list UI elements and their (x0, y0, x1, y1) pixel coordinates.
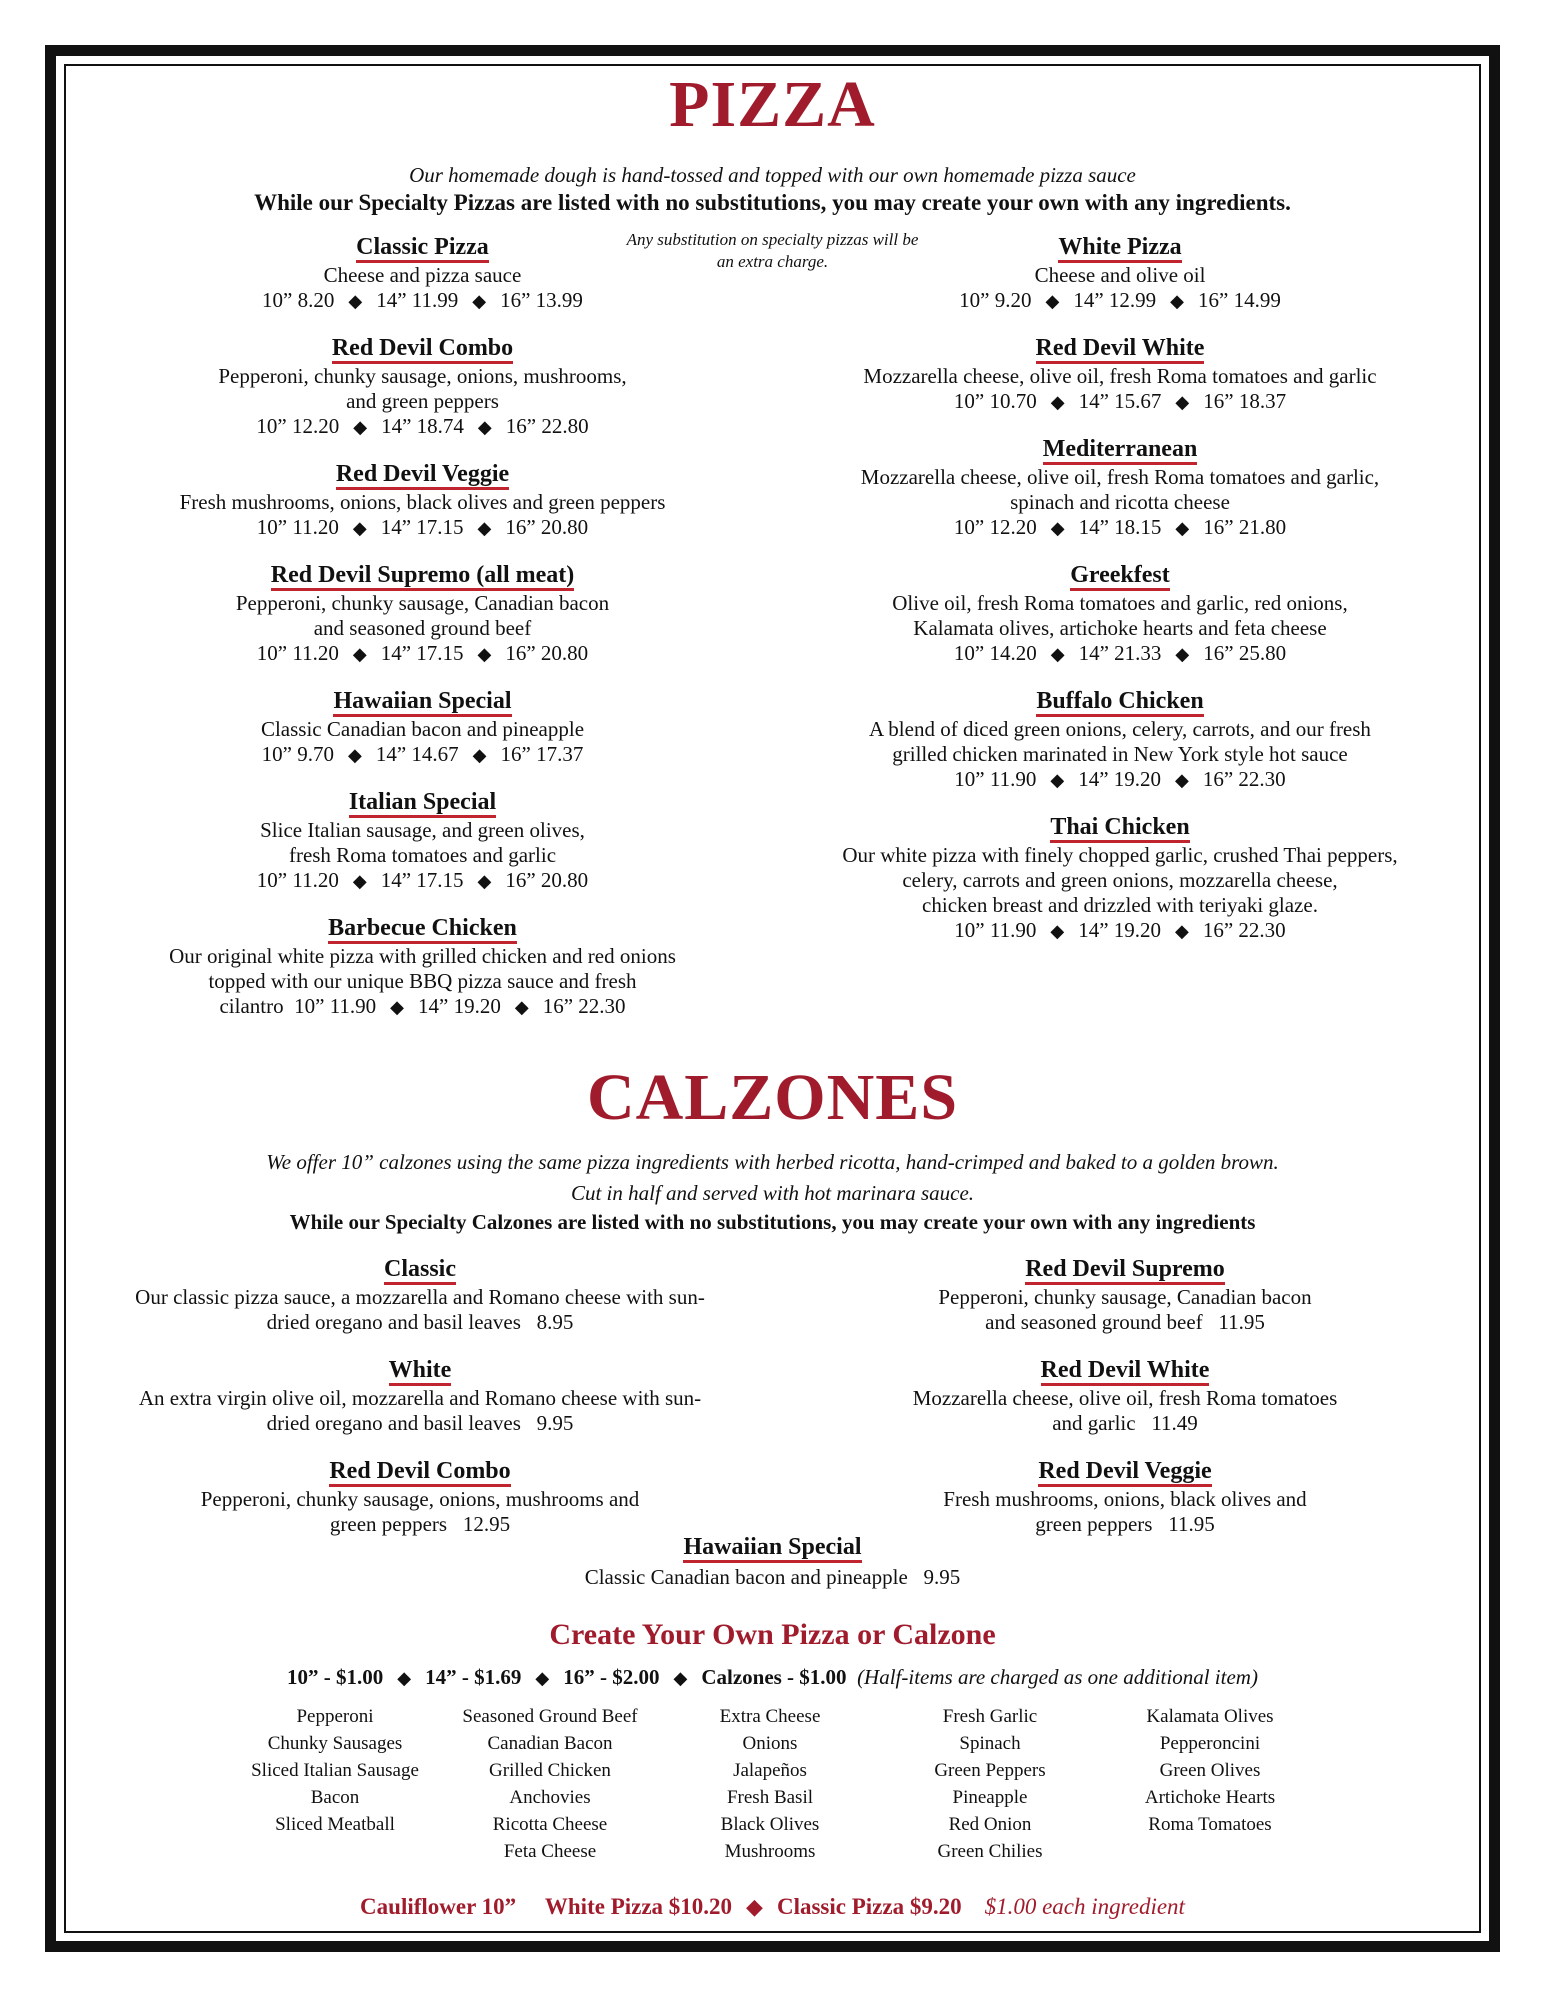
calzone-desc-text: Pepperoni, chunky sausage, Canadian bacon (938, 1285, 1312, 1309)
diamond-icon: ◆ (1050, 518, 1065, 538)
pizza-desc-line: topped with our unique BBQ pizza sauce and fresh (208, 969, 637, 993)
ingredient-item: Fresh Garlic (942, 1706, 1038, 1727)
ingredient-item: Mushrooms (724, 1841, 816, 1862)
pizza-item-name: Buffalo Chicken (1036, 689, 1203, 717)
pizza-item (775, 437, 1465, 541)
pizza-desc-line: celery, carrots and green onions, mozzarella cheese, (902, 868, 1338, 892)
calzones-title: CALZONES (586, 1061, 959, 1134)
size-price: 16” 22.30 (1202, 918, 1286, 942)
calzone-desc-line (75, 1487, 765, 1512)
ingredient-item: Fresh Basil (726, 1787, 814, 1808)
pizza-item-name: Red Devil Veggie (336, 462, 509, 490)
calzone-item-desc (790, 1285, 1460, 1335)
ingredient-item: Extra Cheese (719, 1706, 821, 1727)
size-price: 16” 14.99 (1198, 288, 1281, 312)
ingredient-column (885, 1703, 1095, 1865)
diamond-icon: ◆ (472, 745, 487, 765)
ingredient-column (445, 1703, 655, 1865)
pizza-item-desc (775, 591, 1465, 641)
ingredient-item: Anchovies (509, 1787, 591, 1808)
calzone-desc-line (790, 1285, 1460, 1310)
pizza-item-name: Barbecue Chicken (328, 916, 517, 944)
calzones-intro-italic-1: We offer 10” calzones using the same pizza ingredients with herbed ricotta, hand-crimped and baked to a golden brown. (266, 1150, 1279, 1174)
calzone-price: 11.49 (1151, 1411, 1198, 1435)
calzone-desc-line (75, 1411, 765, 1436)
size-price: 10” 11.20 (256, 868, 339, 892)
cauliflower-classic-price: Classic Pizza $9.20 (776, 1894, 962, 1919)
size-price: 10” 14.20 (953, 641, 1037, 665)
pizza-size-prices (95, 515, 750, 541)
size-price: 14” 19.20 (1078, 918, 1162, 942)
calzone-item (790, 1358, 1460, 1436)
size-price: 10” 11.90 (954, 918, 1037, 942)
ingredient-item: Sliced Meatball (275, 1814, 395, 1835)
pizza-size-prices (775, 515, 1465, 541)
size-price: 10” 8.20 (262, 288, 335, 312)
size-price: 10” 12.20 (953, 515, 1037, 539)
size-price: 14” 19.20 (418, 994, 501, 1018)
calzone-item-name: Classic (384, 1257, 456, 1285)
cauliflower-footer (0, 1893, 1545, 1921)
calzones-section-title (0, 1061, 1545, 1134)
pizza-item (775, 815, 1465, 944)
size-price: 16” 25.80 (1203, 641, 1287, 665)
pizza-size-prices (95, 994, 750, 1020)
pizza-desc-line: Olive oil, fresh Roma tomatoes and garlic, red onions, (892, 591, 1348, 615)
cyo-price-14: 14” - $1.69 (425, 1665, 522, 1689)
pizza-title: PIZZA (669, 68, 876, 141)
ingredient-column (1105, 1703, 1315, 1838)
calzone-desc-text: green peppers (329, 1512, 448, 1536)
pizza-item-desc (775, 465, 1465, 515)
pizza-item-name: Red Devil White (1036, 336, 1205, 364)
size-price: 16” 17.37 (500, 742, 584, 766)
pizza-size-prices (95, 742, 750, 768)
pizza-item-desc (95, 717, 750, 742)
ingredient-item: Pepperoni (296, 1706, 374, 1727)
pizza-desc-line: fresh Roma tomatoes and garlic (288, 843, 557, 867)
calzones-intro-italic-2: Cut in half and served with hot marinara sauce. (570, 1181, 975, 1205)
pizza-size-prices (775, 389, 1465, 415)
size-price: 16” 20.80 (505, 641, 589, 665)
pizza-desc-line: and seasoned ground beef (313, 616, 532, 640)
substitution-note-line: Any substitution on specialty pizzas will be (626, 230, 919, 249)
pizza-desc-line: Our original white pizza with grilled chicken and red onions (169, 944, 676, 968)
pizza-desc-line: Our white pizza with finely chopped garlic, crushed Thai peppers, (842, 843, 1398, 867)
calzone-desc-line (790, 1487, 1460, 1512)
calzone-item-desc (790, 1487, 1460, 1537)
pizza-item-name: Red Devil Combo (332, 336, 513, 364)
pizza-item-desc (775, 843, 1465, 918)
calzone-price: 8.95 (536, 1310, 574, 1334)
pizza-item-name: Mediterranean (1043, 437, 1198, 465)
ingredient-item: Green Chilies (937, 1841, 1043, 1862)
ingredient-item: Spinach (959, 1733, 1021, 1754)
diamond-icon: ◆ (348, 291, 363, 311)
pizza-item-desc (95, 818, 750, 868)
diamond-icon: ◆ (514, 997, 529, 1017)
size-price: 10” 11.90 (294, 994, 377, 1018)
size-price: 14” 11.99 (376, 288, 459, 312)
size-price: 16” 22.80 (505, 414, 589, 438)
diamond-icon: ◆ (353, 417, 368, 437)
pizza-item-name: Classic Pizza (356, 235, 489, 263)
calzone-item (75, 1358, 765, 1436)
size-price: 14” 15.67 (1078, 389, 1162, 413)
pizza-item (95, 563, 750, 667)
diamond-icon: ◆ (1050, 644, 1065, 664)
ingredient-item: Roma Tomatoes (1148, 1814, 1272, 1835)
pizza-item (775, 689, 1465, 793)
pizza-item (95, 790, 750, 894)
substitution-note-line: an extra charge. (716, 252, 829, 271)
calzone-price: 11.95 (1168, 1512, 1215, 1536)
size-price: 14” 17.15 (380, 641, 464, 665)
pizza-desc-line: A blend of diced green onions, celery, carrots, and our fresh (869, 717, 1371, 741)
size-price: 16” 13.99 (500, 288, 583, 312)
pizza-item-desc (95, 490, 750, 515)
pizza-desc-line: chicken breast and drizzled with teriyaki glaze. (922, 893, 1318, 917)
calzone-desc-text: dried oregano and basil leaves (266, 1310, 521, 1334)
calzone-item-name: Red Devil Combo (329, 1459, 510, 1487)
create-your-own-title: Create Your Own Pizza or Calzone (549, 1618, 996, 1651)
calzone-item-desc (75, 1285, 765, 1335)
ingredient-item: Ricotta Cheese (492, 1814, 608, 1835)
cyo-price-10: 10” - $1.00 (287, 1665, 384, 1689)
calzone-item-hawaiian (430, 1535, 1115, 1590)
size-price: 14” 17.15 (380, 868, 464, 892)
ingredient-column (230, 1703, 440, 1838)
calzone-price: 9.95 (923, 1565, 961, 1589)
size-price: 14” 14.67 (375, 742, 459, 766)
diamond-icon: ◆ (1175, 644, 1190, 664)
diamond-icon: ◆ (397, 1668, 412, 1688)
pizza-size-prices (775, 767, 1465, 793)
pizza-item (775, 563, 1465, 667)
pizza-item (95, 689, 750, 768)
calzone-desc-text: Pepperoni, chunky sausage, onions, mushrooms and (200, 1487, 640, 1511)
diamond-icon: ◆ (1050, 392, 1065, 412)
pizza-desc-line: Mozzarella cheese, olive oil, fresh Roma tomatoes and garlic (863, 364, 1377, 388)
ingredient-item: Green Peppers (934, 1760, 1046, 1781)
ingredient-item: Chunky Sausages (267, 1733, 403, 1754)
pizza-desc-line: Cheese and pizza sauce (323, 263, 522, 287)
calzone-desc-text: and seasoned ground beef (985, 1310, 1203, 1334)
calzone-desc-text: Our classic pizza sauce, a mozzarella and Romano cheese with sun- (135, 1285, 705, 1309)
pizza-section-title (0, 68, 1545, 141)
ingredient-item: Canadian Bacon (487, 1733, 613, 1754)
pizza-item-name: Thai Chicken (1050, 815, 1189, 843)
size-price: 16” 18.37 (1203, 389, 1287, 413)
size-price: 16” 20.80 (505, 868, 589, 892)
pizza-desc-line: Cheese and olive oil (1034, 263, 1206, 287)
size-price: 14” 18.15 (1078, 515, 1162, 539)
diamond-icon: ◆ (1050, 921, 1065, 941)
pizza-desc-line: grilled chicken marinated in New York style hot sauce (892, 742, 1348, 766)
calzone-desc-text: and garlic (1052, 1411, 1136, 1435)
calzone-desc-line (790, 1411, 1460, 1436)
size-price: 10” 9.20 (959, 288, 1032, 312)
calzone-item (790, 1257, 1460, 1335)
calzone-desc-line (790, 1386, 1460, 1411)
size-price: 10” 11.20 (256, 641, 339, 665)
diamond-icon: ◆ (472, 291, 487, 311)
ingredient-item: Red Onion (948, 1814, 1032, 1835)
size-price: 14” 17.15 (380, 515, 464, 539)
pizza-desc-line: Mozzarella cheese, olive oil, fresh Roma tomatoes and garlic, (860, 465, 1380, 489)
pizza-desc-line: Pepperoni, chunky sausage, onions, mushrooms, (218, 364, 627, 388)
pizza-size-prices (95, 414, 750, 440)
pizza-size-prices (95, 641, 750, 667)
diamond-icon: ◆ (352, 871, 367, 891)
size-price: 16” 22.30 (542, 994, 626, 1018)
calzone-item-desc (75, 1487, 765, 1537)
calzone-price: 9.95 (536, 1411, 574, 1435)
diamond-icon: ◆ (673, 1668, 688, 1688)
calzone-desc-text: An extra virgin olive oil, mozzarella and Romano cheese with sun- (138, 1386, 702, 1410)
calzone-price: 11.95 (1218, 1310, 1265, 1334)
size-price: 14” 18.74 (381, 414, 464, 438)
calzone-desc-text: Mozzarella cheese, olive oil, fresh Roma tomatoes (912, 1386, 1338, 1410)
calzone-item-name: Red Devil Veggie (1038, 1459, 1211, 1487)
ingredient-column (665, 1703, 875, 1865)
calzone-item-desc (75, 1386, 765, 1436)
calzone-item-name: Hawaiian Special (683, 1535, 861, 1563)
calzone-desc-text: Classic Canadian bacon and pineapple (584, 1565, 908, 1589)
size-price: 10” 12.20 (256, 414, 340, 438)
size-price: 16” 22.30 (1202, 767, 1286, 791)
ingredient-item: Kalamata Olives (1146, 1706, 1274, 1727)
calzone-desc-line (790, 1512, 1460, 1537)
size-price: 10” 11.90 (954, 767, 1037, 791)
pizza-item (95, 235, 750, 314)
cauliflower-label: Cauliflower 10” (360, 1894, 517, 1919)
pizza-size-prices (775, 918, 1465, 944)
size-price: 14” 21.33 (1078, 641, 1162, 665)
ingredient-item: Pepperoncini (1159, 1733, 1261, 1754)
pizza-item (95, 336, 750, 440)
cyo-price-calzones: Calzones - $1.00 (701, 1665, 847, 1689)
pizza-item (775, 235, 1465, 314)
create-your-own-prices (0, 1664, 1545, 1691)
size-price: 10” 9.70 (261, 742, 334, 766)
pizza-intro-italic: Our homemade dough is hand-tossed and topped with our own homemade pizza sauce (409, 163, 1136, 187)
pizza-item (95, 462, 750, 541)
size-price: 16” 21.80 (1203, 515, 1287, 539)
diamond-icon: ◆ (477, 644, 492, 664)
ingredient-item: Bacon (310, 1787, 360, 1808)
ingredient-item: Pineapple (952, 1787, 1028, 1808)
ingredient-item: Artichoke Hearts (1144, 1787, 1276, 1808)
calzone-desc-line (75, 1310, 765, 1335)
calzone-price: 12.95 (462, 1512, 511, 1536)
diamond-icon: ◆ (1050, 770, 1065, 790)
pizza-desc-line: spinach and ricotta cheese (1010, 490, 1230, 514)
diamond-icon: ◆ (746, 1894, 763, 1919)
ingredient-item: Jalapeños (733, 1760, 807, 1781)
size-price: 16” 20.80 (505, 515, 589, 539)
pizza-desc-line: Kalamata olives, artichoke hearts and feta cheese (913, 616, 1327, 640)
diamond-icon: ◆ (347, 745, 362, 765)
cyo-half-items-note: (Half-items are charged as one additional item) (857, 1665, 1258, 1689)
ingredient-item: Seasoned Ground Beef (462, 1706, 638, 1727)
pizza-item-desc (95, 364, 750, 414)
calzone-desc-line (75, 1512, 765, 1537)
pizza-size-prices (775, 288, 1465, 314)
pizza-desc-line: Slice Italian sausage, and green olives, (260, 818, 585, 842)
ingredient-item: Onions (742, 1733, 798, 1754)
calzone-desc-text: dried oregano and basil leaves (266, 1411, 521, 1435)
diamond-icon: ◆ (1175, 921, 1189, 941)
calzone-desc-text: green peppers (1035, 1512, 1153, 1536)
ingredient-item: Sliced Italian Sausage (251, 1760, 419, 1781)
pizza-size-prices (775, 641, 1465, 667)
calzone-item-name: Red Devil White (1041, 1358, 1210, 1386)
pizza-item-desc (775, 717, 1465, 767)
pizza-item (775, 336, 1465, 415)
cauliflower-each-ingredient: $1.00 each ingredient (984, 1894, 1185, 1919)
pizza-item-desc (95, 944, 750, 994)
diamond-icon: ◆ (352, 518, 367, 538)
diamond-icon: ◆ (477, 417, 492, 437)
pizza-item-desc (95, 591, 750, 641)
pizza-intro-bold: While our Specialty Pizzas are listed with no substitutions, you may create your own with any ingredients. (254, 190, 1291, 215)
pizza-item-name: Hawaiian Special (333, 689, 511, 717)
ingredient-item: Green Olives (1159, 1760, 1261, 1781)
pizza-size-prices (95, 288, 750, 314)
pizza-item (95, 916, 750, 1020)
diamond-icon: ◆ (390, 997, 405, 1017)
pizza-item-desc (775, 263, 1465, 288)
diamond-icon: ◆ (535, 1668, 550, 1688)
calzone-desc-line (75, 1285, 765, 1310)
calzone-item (75, 1257, 765, 1335)
diamond-icon: ◆ (1175, 770, 1189, 790)
ingredient-item: Feta Cheese (503, 1841, 597, 1862)
size-price: 14” 19.20 (1078, 767, 1162, 791)
ingredient-item: Grilled Chicken (489, 1760, 611, 1781)
diamond-icon: ◆ (1175, 518, 1190, 538)
pizza-item-name: White Pizza (1058, 235, 1181, 263)
pizza-item-name: Italian Special (349, 790, 496, 818)
size-price: 14” 12.99 (1073, 288, 1157, 312)
pizza-desc-line: cilantro (219, 994, 284, 1018)
size-price: 10” 10.70 (953, 389, 1037, 413)
calzones-intro-bold: While our Specialty Calzones are listed with no substitutions, you may create your own with any ingredients (289, 1210, 1256, 1234)
calzone-desc-line (75, 1386, 765, 1411)
calzone-item (790, 1459, 1460, 1537)
cyo-price-16: 16” - $2.00 (563, 1665, 660, 1689)
pizza-item-desc (775, 364, 1465, 389)
size-price: 10” 11.20 (256, 515, 339, 539)
pizza-item-name: Red Devil Supremo (all meat) (271, 563, 575, 591)
diamond-icon: ◆ (1045, 291, 1060, 311)
cauliflower-white-price: White Pizza $10.20 (544, 1894, 733, 1919)
pizza-desc-line: Classic Canadian bacon and pineapple (260, 717, 585, 741)
diamond-icon: ◆ (477, 518, 492, 538)
calzone-desc-line (790, 1310, 1460, 1335)
calzone-item-desc (430, 1565, 1115, 1590)
calzone-desc-text: Fresh mushrooms, onions, black olives and (943, 1487, 1307, 1511)
pizza-desc-line: and green peppers (346, 389, 499, 413)
calzone-item-name: White (389, 1358, 452, 1386)
diamond-icon: ◆ (1175, 392, 1190, 412)
calzone-item-name: Red Devil Supremo (1025, 1257, 1225, 1285)
calzone-item (75, 1459, 765, 1537)
pizza-desc-line: Pepperoni, chunky sausage, Canadian bacon (235, 591, 610, 615)
calzone-item-desc (790, 1386, 1460, 1436)
pizza-item-desc (95, 263, 750, 288)
pizza-desc-line: Fresh mushrooms, onions, black olives and green peppers (179, 490, 666, 514)
ingredient-item: Black Olives (720, 1814, 820, 1835)
pizza-size-prices (95, 868, 750, 894)
diamond-icon: ◆ (477, 871, 492, 891)
diamond-icon: ◆ (352, 644, 367, 664)
pizza-item-name: Greekfest (1070, 563, 1170, 591)
diamond-icon: ◆ (1170, 291, 1184, 311)
